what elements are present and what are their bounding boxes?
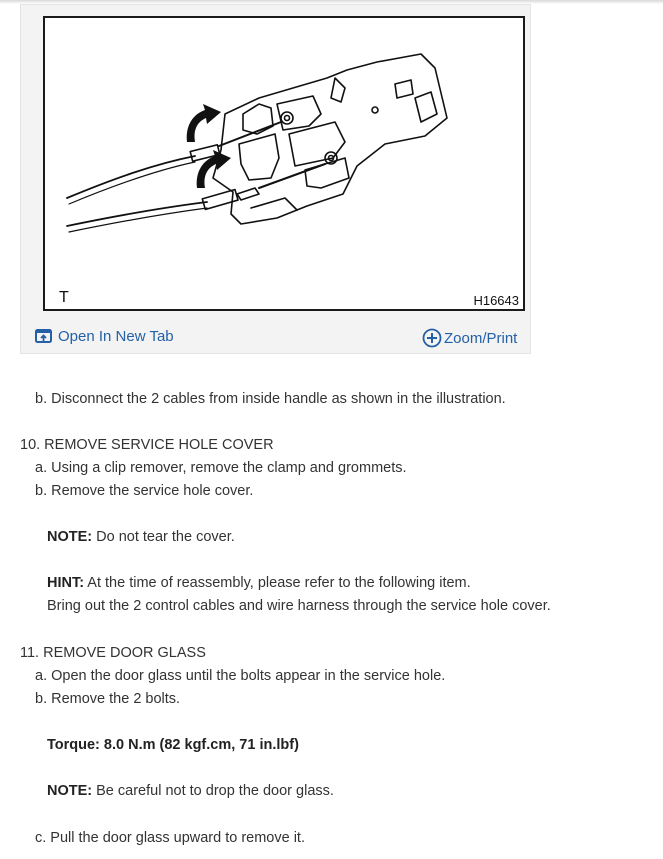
hint-label: HINT: [47, 575, 85, 591]
hint-reassembly [47, 575, 471, 591]
section-11-step-c: c. Pull the door glass upward to remove it. [35, 830, 305, 846]
figure-card [20, 4, 531, 354]
step-b-disconnect: b. Disconnect the 2 cables from inside handle as shown in the illustration. [35, 391, 506, 407]
note-label: NOTE: [47, 529, 93, 545]
note-text: Be careful not to drop the door glass. [92, 783, 334, 799]
figure-code: H16643 [473, 293, 519, 308]
section-10-step-b: b. Remove the service hole cover. [35, 483, 254, 499]
section-10-step-a: a. Using a clip remover, remove the clamp and grommets. [35, 460, 407, 476]
hint-line-2: Bring out the 2 control cables and wire harness through the service hole cover. [47, 598, 551, 614]
hint-text: At the time of reassembly, please refer to the following item. [84, 575, 471, 591]
section-11-step-b: b. Remove the 2 bolts. [35, 691, 181, 707]
illustration [43, 16, 525, 311]
note-cover [47, 529, 235, 545]
section-11-step-a: a. Open the door glass until the bolts appear in the service hole. [35, 668, 446, 684]
section-10-title: 10. REMOVE SERVICE HOLE COVER [20, 437, 274, 453]
zoom-print-label: Zoom/Print [444, 329, 518, 347]
zoom-plus-icon [422, 328, 442, 348]
open-new-tab-link[interactable] [35, 328, 174, 345]
open-new-tab-icon [35, 329, 52, 344]
section-11-title: 11. REMOVE DOOR GLASS [20, 645, 206, 661]
door-handle-cables-drawing [45, 18, 523, 309]
note-text: Do not tear the cover. [92, 529, 235, 545]
open-new-tab-label: Open In New Tab [58, 328, 174, 345]
note-label: NOTE: [47, 783, 93, 799]
note-door-glass [47, 783, 334, 799]
zoom-print-link[interactable] [422, 328, 517, 348]
figure-label: T [59, 289, 69, 306]
torque-spec: Torque: 8.0 N.m (82 kgf.cm, 71 in.lbf) [47, 737, 299, 753]
